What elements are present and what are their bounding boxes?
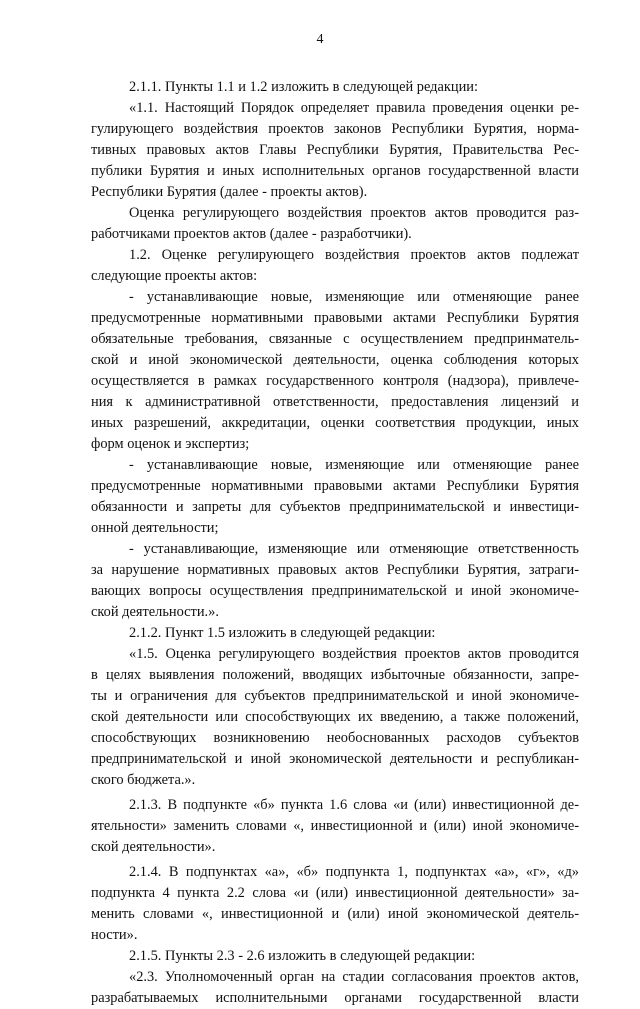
text-line: менить словами «, инвестиционной и (или) иной экономической деятель-	[91, 906, 579, 922]
text-line: предусмотренные нормативными правовыми актами Республики Бурятия	[91, 310, 579, 326]
text-line: ского бюджета.».	[91, 772, 196, 788]
paragraph-2-1-3	[91, 795, 579, 858]
paragraph-1-2	[91, 245, 579, 287]
text-line: ской деятельности».	[91, 839, 216, 855]
paragraph-2-1-2	[91, 623, 579, 644]
text-line: разрабатываемых исполнительными органами государственной власти	[91, 990, 579, 1006]
list-item-obligations	[91, 455, 579, 539]
text-line: за нарушение нормативных правовых актов Республики Бурятия, затраги-	[91, 562, 579, 578]
text-line: ния к административной ответственности, предоставления лицензий и	[91, 394, 579, 410]
text-line: подпункта 4 пункта 2.2 слова «и (или) инвестиционной деятельности» за-	[91, 885, 579, 901]
text-line: обязательные требования, связанные с осуществлением предпринматель-	[91, 331, 579, 347]
text-line: форм оценок и экспертиз;	[91, 436, 250, 452]
text-line: вающих вопросы осуществления предпринимательской и иной экономиче-	[91, 583, 579, 599]
paragraph-1-1	[91, 98, 579, 203]
text-line: предпринимательской и иной экономической деятельности и республикан-	[91, 751, 579, 767]
text-line: ятельности» заменить словами «, инвестиционной и (или) иной экономиче-	[91, 818, 579, 834]
text-line: 1.2. Оценке регулирующего воздействия проектов актов подлежат	[129, 247, 579, 263]
text-line: ской деятельности.».	[91, 604, 219, 620]
text-line: «1.5. Оценка регулирующего воздействия проектов актов проводится	[129, 646, 579, 662]
paragraph-2-1-4	[91, 862, 579, 946]
paragraph-2-1-1	[91, 77, 579, 98]
list-item-responsibility	[91, 539, 579, 623]
text-line: 2.1.3. В подпункте «б» пункта 1.6 слова «и (или) инвестиционной де-	[129, 797, 579, 813]
text-line: ской деятельности или способствующих их введению, а также положений,	[91, 709, 579, 725]
text-line: ности».	[91, 927, 138, 943]
text-line: в целях выявления положений, вводящих избыточные обязанности, запре-	[91, 667, 579, 683]
text-line: - устанавливающие, изменяющие или отменяющие ответственность	[129, 541, 579, 557]
text-line: гулирующего воздействия проектов законов Республики Бурятия, норма-	[91, 121, 579, 137]
text-line: иных разрешений, аккредитации, оценки соответствия продукции, иных	[91, 415, 579, 431]
paragraph-2-1-5	[91, 946, 579, 967]
text-line: тивных правовых актов Главы Республики Бурятия, Правительства Рес-	[91, 142, 579, 158]
text-line: онной деятельности;	[91, 520, 219, 536]
text-line: «2.3. Уполномоченный орган на стадии согласования проектов актов,	[129, 969, 579, 985]
page-number: 4	[316, 32, 324, 47]
text-line: 2.1.5. Пункты 2.3 - 2.6 изложить в следующей редакции:	[129, 948, 476, 964]
text-line: ской и иной экономической деятельности, оценка соблюдения которых	[91, 352, 579, 368]
text-line: Оценка регулирующего воздействия проектов актов проводится раз-	[129, 205, 579, 221]
text-line: Республики Бурятия (далее - проекты актов).	[91, 184, 368, 200]
paragraph-2-3	[91, 967, 579, 1009]
text-line: работчиками проектов актов (далее - разработчики).	[91, 226, 412, 242]
text-line: «1.1. Настоящий Порядок определяет правила проведения оценки ре-	[129, 100, 579, 116]
text-line: публики Бурятия и иных исполнительных органов государственной власти	[91, 163, 579, 179]
paragraph-1-5	[91, 644, 579, 791]
text-line: 2.1.4. В подпунктах «а», «б» подпункта 1, подпунктах «а», «г», «д»	[129, 864, 579, 880]
paragraph-ocenka	[91, 203, 579, 245]
list-item-requirements	[91, 287, 579, 455]
document-body	[91, 73, 579, 1009]
text-line: - устанавливающие новые, изменяющие или отменяющие ранее	[129, 289, 579, 305]
text-line: - устанавливающие новые, изменяющие или отменяющие ранее	[129, 457, 579, 473]
text-line: осуществляется в рамках государственного контроля (надзора), привлече-	[91, 373, 579, 389]
text-line: 2.1.1. Пункты 1.1 и 1.2 изложить в следующей редакции:	[129, 79, 478, 95]
text-line: обязанности и запреты для субъектов предпринимательской и инвестици-	[91, 499, 579, 515]
text-line: 2.1.2. Пункт 1.5 изложить в следующей редакции:	[129, 625, 436, 641]
text-line: предусмотренные нормативными правовыми актами Республики Бурятия	[91, 478, 579, 494]
text-line: способствующих возникновению необоснованных расходов субъектов	[91, 730, 579, 746]
text-line: следующие проекты актов:	[91, 268, 258, 284]
text-line: ты и ограничения для субъектов предпринимательской и иной экономиче-	[91, 688, 579, 704]
